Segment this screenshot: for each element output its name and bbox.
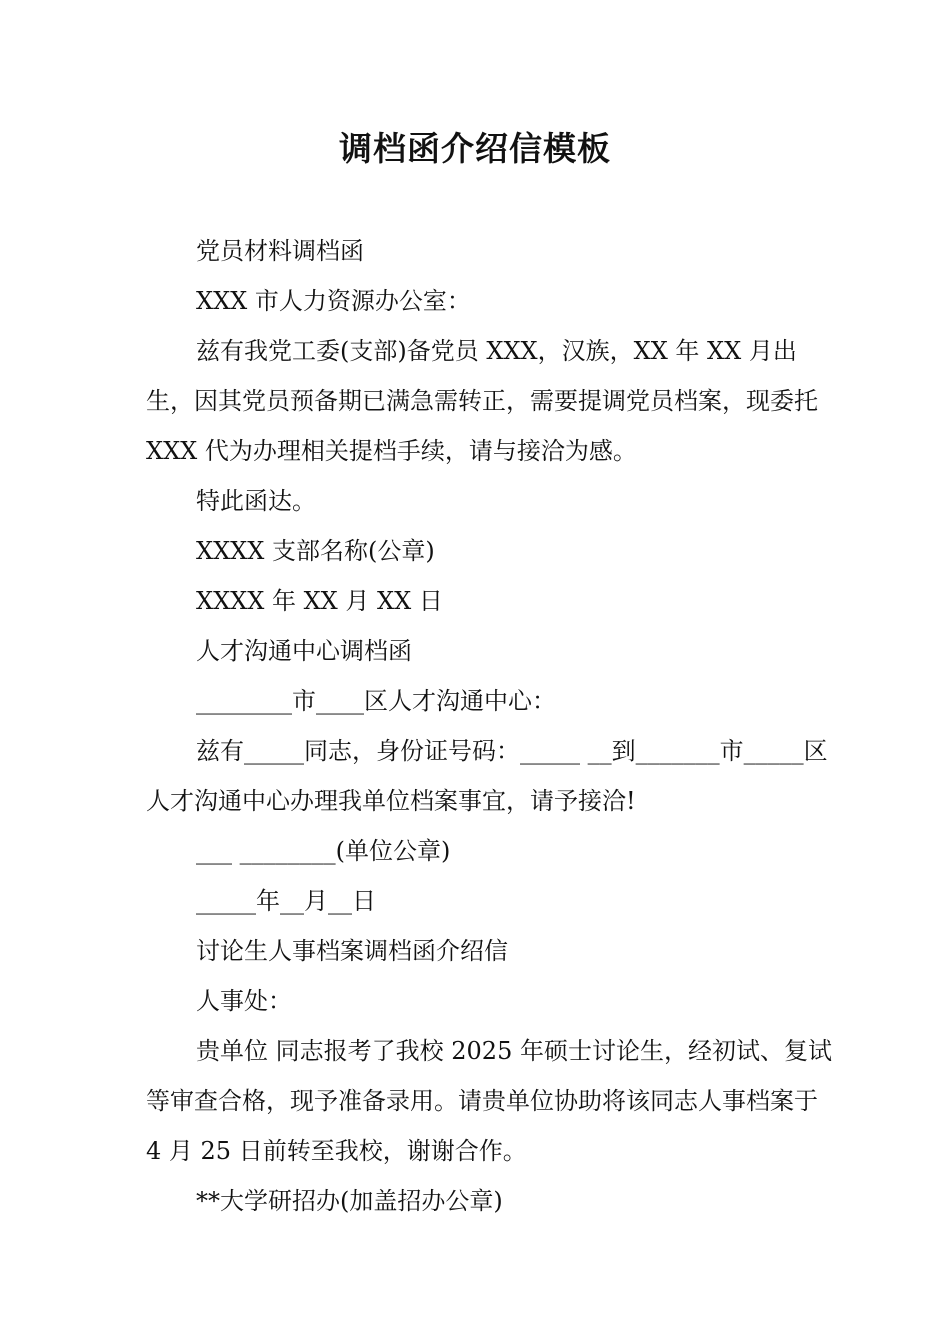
section-heading-party: 党员材料调档函 [196, 237, 364, 265]
recipient-line: XXX 市人力资源办公室： [196, 287, 471, 315]
document-title: 调档函介绍信模板 [339, 129, 611, 168]
document-body [146, 226, 836, 1226]
body-paragraph: 兹有我党工委(支部)备党员 XXX，汉族，XX 年 XX 月出生，因其党员预备期已满急需转正，需要提调党员档案，现委托 XXX 代为办理相关提档手续，请与接洽为感。 [146, 337, 826, 465]
recipient-line: 人事处： [196, 987, 292, 1015]
signature-line: ___ ________(单位公章) [196, 837, 451, 865]
section-heading-student: 讨论生人事档案调档函介绍信 [196, 937, 508, 965]
section-heading-talent: 人才沟通中心调档函 [196, 637, 412, 665]
recipient-line: ________市____区人才沟通中心： [196, 687, 556, 715]
date-line: XXXX 年 XX 月 XX 日 [196, 587, 443, 615]
signature-line: XXXX 支部名称(公章) [196, 537, 435, 565]
date-line: _____年__月__日 [196, 887, 376, 915]
closing-line: 特此函达。 [196, 487, 316, 515]
signature-line: **大学研招办(加盖招办公章) [196, 1187, 503, 1215]
body-paragraph: 贵单位 同志报考了我校 2025 年硕士讨论生，经初试、复试等审查合格，现予准备录用。请贵单位协助将该同志人事档案于 4 月 25 日前转至我校，谢谢合作。 [146, 1037, 832, 1165]
body-paragraph: 兹有_____同志，身份证号码：_____ __到_______市_____区人才沟通中心办理我单位档案事宜，请予接洽! [146, 737, 828, 815]
